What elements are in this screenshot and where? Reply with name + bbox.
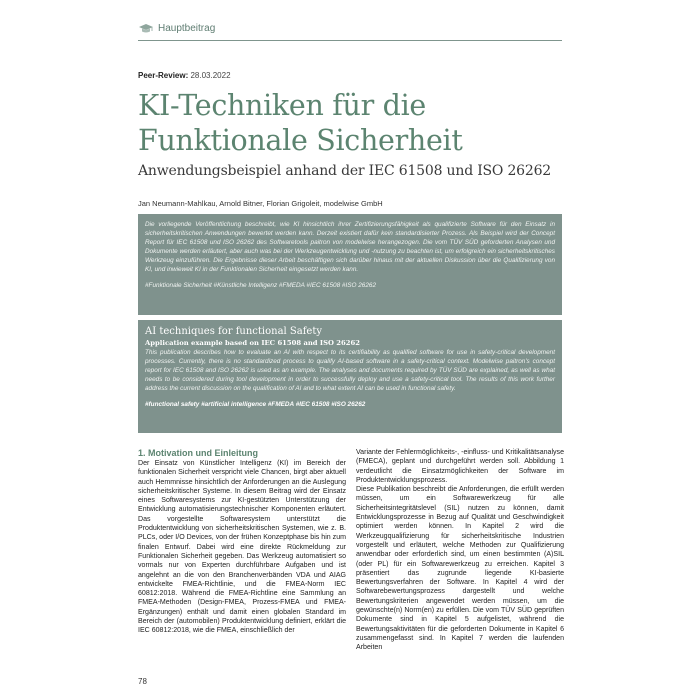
abstract-english-panel: [138, 320, 562, 433]
abstract-english-title: AI techniques for functional Safety: [145, 326, 323, 337]
body-paragraph: Variante der Fehlermöglichkeits-, -einfluss- und Kritikalitätsanalyse (FMECA), geplant und durchgeführt werden soll. Abbildung 1 verdeutlicht die Einsatzmöglichkeiten der Software im Produktentwicklungsprozess.: [356, 449, 564, 484]
abstract-english-text: This publication describes how to evaluate an AI with respect to its certifiability as qualified software for use in safety-critical development processes. Currently, there is no standardized process to qualify AI-based software in a safety-critical context. Modelwise paitron's concept report for IEC 61508 and ISO 26262 is used as an example. The analyses and documents required by TÜV SÜD are explained, as well as what needs to be considered during tool development in order to successfully deploy and use a safety-critical tool. The results of this work further address the current discussion on the qualification of AI and to what extent AI can be used in functional safety.: [145, 349, 555, 393]
author-line: Jan Neumann-Mahlkau, Arnold Bitner, Florian Grigoleit, modelwise GmbH: [138, 199, 383, 208]
abstract-german-panel: [138, 214, 562, 315]
body-paragraph: Diese Publikation beschreibt die Anforderungen, die erfüllt werden müssen, um ein Softwarewerkzeug für alle Sicherheitsintegritätslevel (SIL) nutzen zu können, damit Entwicklungsprozesse in Bezug auf Qualität und Geschwindigkeit optimiert werden können. In Kapitel 2 wird die Werkzeugqualifizierung für sicherheitskritische Industrien vorgestellt und erläutert, welche Methoden zur Qualifizierung anwendbar oder erforderlich sind, um einen bestimmten (A)SIL (oder PL) für ein Softwarewerkzeug zu erreichen. Kapitel 3 präsentiert das zugrunde liegende KI-basierte Bewertungsverfahren der Software. In Kapitel 4 wird der Softwarebewertungsprozess dargestellt und welche Bewertungskriterien angewendet werden müssen, um die gewünschte(n) Norm(en) zu erfüllen. Die vom TÜV SÜD geprüften Dokumente sind in Kapitel 5 aufgelistet, während die Bewertungsaktivitäten für die geforderten Dokumente in Kapitel 6 zusammengefasst sind. In Kapitel 7 werden die laufenden Arbeiten: [356, 486, 564, 652]
peer-review-date: 28.03.2022: [190, 71, 231, 80]
peer-review-label: Peer-Review:: [138, 71, 189, 80]
section-heading: 1. Motivation und Einleitung: [138, 448, 258, 458]
body-column-right: [356, 448, 564, 653]
abstract-english-subtitle: Application example based on IEC 61508 and ISO 26262: [145, 339, 360, 347]
section-header: [138, 22, 562, 41]
body-paragraph: Der Einsatz von Künstlicher Intelligenz (KI) im Bereich der funktionalen Sicherheit verspricht viele Chancen, birgt aber aktuell auch Hemmnisse hinsichtlich der Anforderungen an die Auslegung sicherheitskritischer Systeme. In diesem Beitrag wird der Einsatz eines Softwaresystems zur KI-gestützten Unterstützung der Entwicklung automatisierungstechnischer Komponenten erläutert. Das vorgestellte Softwaresystem unterstützt die Produktentwicklung von sicherheitskritischen Systemen, wie z. B. PLCs, oder I/O Devices, von der frühen Konzeptphase bis hin zum finalen Entwurf. Dabei wird eine direkte Rückmeldung zur Funktionalen Sicherheit gegeben. Das Werkzeug automatisiert so vormals nur von Experten durchführbare Aufgaben und ist angelehnt an die von den Branchenverbänden VDA und AIAG entwickelte FMEA-Richtlinie, und die FMEA-Norm IEC 60812:2018. Während die FMEA-Richtline eine Sammlung an FMEA-Methoden (Design-FMEA, Prozess-FMEA und FMEA-Ergänzungen) enthält und damit einen globalen Standard im Bereich der (automobilen) Produktentwicklung definiert, erklärt die IEC 60812:2018, wie die FMEA, einschließlich der: [138, 460, 346, 635]
body-column-left: [138, 448, 346, 636]
section-label: Hauptbeitrag: [158, 23, 216, 34]
graduation-cap-icon: [138, 23, 154, 35]
abstract-german-text: Die vorliegende Veröffentlichung beschreibt, wie KI hinsichtlich ihrer Zertifizierungsfähigkeit als qualifizierte Software für den Einsatz in sicherheitskritischen Anwendungen bewertet werden kann. Derzeit existiert dafür kein standardisierter Prozess. Als Beispiel wird der Concept Report für IEC 61508 und ISO 26262 des Softwaretools paitron von modelwise herangezogen. Die vom TÜV SÜD geforderten Analysen und Dokumente werden erläutert, aber auch was bei der Werkzeugentwicklung und -nutzung zu beachten ist, um erfolgreich ein sicherheitskritisches Werkzeug einzuführen. Die Ergebnisse dieser Arbeit beschäftigen sich darüber hinaus mit der aktuellen Diskussion über die Qualifizierung von KI, und inwieweit KI in der Funktionalen Sicherheit eingesetzt werden kann.: [145, 221, 555, 274]
keywords-german: #Funktionale Sicherheit #Künstliche Intelligenz #FMEDA #IEC 61508 #ISO 26262: [145, 281, 377, 289]
keywords-english: #functional safety #artificial intelligence #FMEDA #IEC 61508 #ISO 26262: [145, 401, 366, 409]
page-number: 78: [138, 677, 147, 686]
peer-review-line: [138, 71, 231, 80]
article-subtitle: Anwendungsbeispiel anhand der IEC 61508 und ISO 26262: [138, 163, 551, 179]
article-title: KI-Techniken für die Funktionale Sicherheit: [138, 89, 463, 157]
